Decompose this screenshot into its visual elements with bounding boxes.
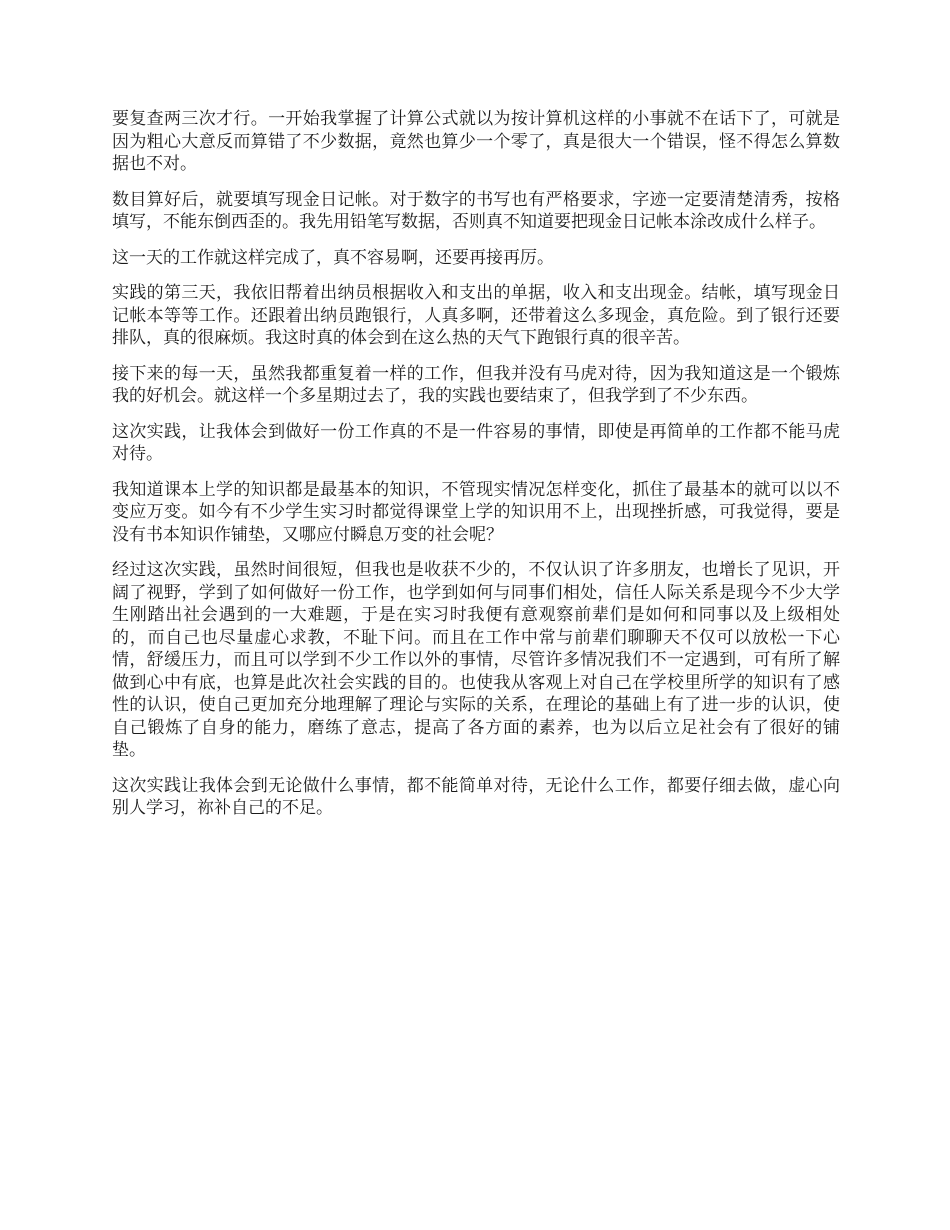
paragraph: 我知道课本上学的知识都是最基本的知识，不管现实情况怎样变化，抓住了最基本的就可以以不变应万变。如今有不少学生实习时都觉得课堂上学的知识用不上，出现挫折感，可我觉得，要是没有书本知识作铺垫，又哪应付瞬息万变的社会呢？: [112, 479, 840, 545]
paragraph: 数目算好后，就要填写现金日记帐。对于数字的书写也有严格要求，字迹一定要清楚清秀，按格填写，不能东倒西歪的。我先用铅笔写数据，否则真不知道要把现金日记帐本涂改成什么样子。: [112, 189, 840, 232]
paragraph: 这次实践让我体会到无论做什么事情，都不能简单对待，无论什么工作，都要仔细去做，虚心向别人学习，祢补自己的不足。: [112, 775, 840, 818]
paragraph: 这一天的工作就这样完成了，真不容易啊，还要再接再厉。: [112, 247, 554, 268]
paragraph: 接下来的每一天，虽然我都重复着一样的工作，但我并没有马虎对待，因为我知道这是一个锻炼我的好机会。就这样一个多星期过去了，我的实践也要结束了，但我学到了不少东西。: [112, 363, 840, 406]
document-body: [112, 108, 840, 833]
paragraph: 经过这次实践，虽然时间很短，但我也是收获不少的，不仅认识了许多朋友，也增长了见识，开阔了视野，学到了如何做好一份工作，也学到如何与同事们相处，信任人际关系是现今不少大学生刚踏出社会遇到的一大难题，于是在实习时我便有意观察前辈们是如何和同事以及上级相处的，而自己也尽量虚心求教，不耻下问。而且在工作中常与前辈们聊聊天不仅可以放松一下心情，舒缓压力，而且可以学到不少工作以外的事情，尽管许多情况我们不一定遇到，可有所了解做到心中有底，也算是此次社会实践的目的。也使我从客观上对自己在学校里所学的知识有了感性的认识，使自己更加充分地理解了理论与实际的关系，在理论的基础上有了进一步的认识，使自己锻炼了自身的能力，磨练了意志，提高了各方面的素养，也为以后立足社会有了很好的铺垫。: [112, 560, 840, 760]
paragraph: 要复查两三次才行。一开始我掌握了计算公式就以为按计算机这样的小事就不在话下了，可就是因为粗心大意反而算错了不少数据，竟然也算少一个零了，真是很大一个错误，怪不得怎么算数据也不对。: [112, 109, 840, 174]
paragraph: 实践的第三天，我依旧帮着出纳员根据收入和支出的单据，收入和支出现金。结帐，填写现金日记帐本等等工作。还跟着出纳员跑银行，人真多啊，还带着这么多现金，真危险。到了银行还要排队，真的很麻烦。我这时真的体会到在这么热的天气下跑银行真的很辛苦。: [112, 283, 840, 348]
paragraph: 这次实践，让我体会到做好一份工作真的不是一件容易的事情，即使是再简单的工作都不能马虎对待。: [112, 421, 840, 464]
